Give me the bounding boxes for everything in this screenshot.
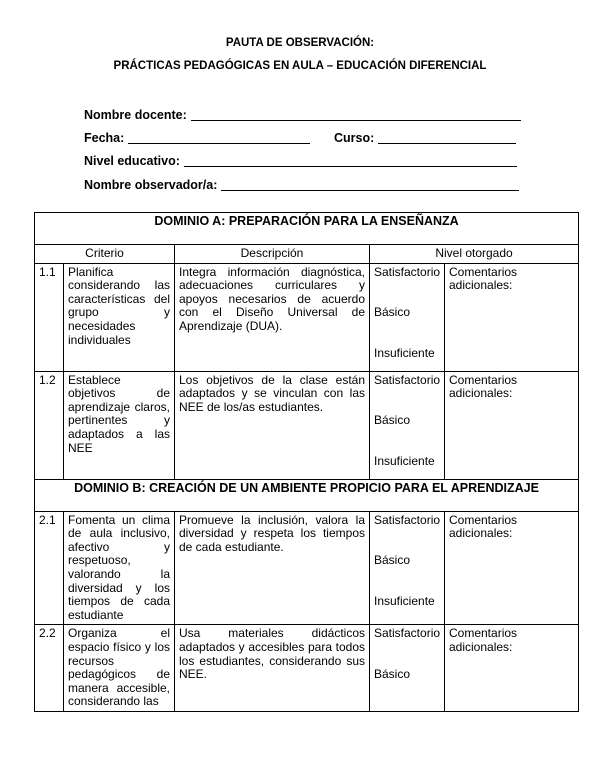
level-insuficiente[interactable]: Insuficiente: [374, 593, 435, 608]
row-number: 1.1: [35, 263, 64, 371]
domain-b-heading: DOMINIO B: CREACIÓN DE UN AMBIENTE PROPICIO PARA EL APRENDIZAJE: [35, 479, 579, 511]
criterio-cell: Organiza el espacio físico y los recursos pedagógicos de manera accesible, considerando las: [64, 625, 175, 712]
level-satisfactorio[interactable]: Satisfactorio: [374, 512, 441, 527]
nivel-field: [84, 154, 517, 168]
table-row: [35, 625, 579, 712]
nivel-label: Nivel educativo:: [84, 154, 180, 168]
document-title: PAUTA DE OBSERVACIÓN:: [225, 37, 375, 49]
observation-table: [34, 212, 579, 712]
level-options: [370, 371, 445, 479]
level-basico[interactable]: Básico: [374, 666, 411, 681]
fecha-field: [84, 131, 310, 145]
criterio-cell: Fomenta un clima de aula inclusivo, afectivo y respetuoso, valorando la diversidad y los tiempos de cada estudiante: [64, 511, 175, 625]
descripcion-cell: Los objetivos de la clase están adaptados y se vinculan con las NEE de los/as estudiantes.: [175, 371, 370, 479]
level-insuficiente[interactable]: Insuficiente: [374, 345, 435, 360]
table-row: [35, 263, 579, 371]
descripcion-header: Descripción: [175, 245, 370, 264]
descripcion-cell: Usa materiales didácticos adaptados y accesibles para todos los estudiantes, considerando sus NEE.: [175, 625, 370, 712]
table-row: [35, 511, 579, 625]
row-number: 2.2: [35, 625, 64, 712]
level-options: [370, 263, 445, 371]
curso-line[interactable]: [378, 142, 516, 144]
observador-label: Nombre observador/a:: [84, 178, 218, 192]
criterio-cell: Establece objetivos de aprendizaje claros, pertinentes y adaptados a las NEE: [64, 371, 175, 479]
docente-line[interactable]: [191, 119, 521, 121]
level-basico[interactable]: Básico: [374, 553, 411, 568]
level-satisfactorio[interactable]: Satisfactorio: [374, 372, 441, 387]
descripcion-cell: Integra información diagnóstica, adecuaciones curriculares y apoyos necesarios de acuerdo con el Diseño Universal de Aprendizaje (DUA).: [175, 263, 370, 371]
docente-field: [84, 108, 521, 122]
comments-cell[interactable]: Comentarios adicionales:: [445, 625, 579, 712]
comments-cell[interactable]: Comentarios adicionales:: [445, 511, 579, 625]
nivel-line[interactable]: [184, 165, 517, 167]
row-number: 1.2: [35, 371, 64, 479]
row-number: 2.1: [35, 511, 64, 625]
level-options: [370, 511, 445, 625]
column-header-row: [35, 245, 579, 264]
table-row: [35, 371, 579, 479]
level-satisfactorio[interactable]: Satisfactorio: [374, 264, 441, 279]
fecha-line[interactable]: [128, 142, 310, 144]
comments-cell[interactable]: Comentarios adicionales:: [445, 371, 579, 479]
comments-cell[interactable]: Comentarios adicionales:: [445, 263, 579, 371]
level-basico[interactable]: Básico: [374, 305, 411, 320]
level-basico[interactable]: Básico: [374, 413, 411, 428]
curso-field: [334, 131, 516, 145]
docente-label: Nombre docente:: [84, 108, 187, 122]
level-satisfactorio[interactable]: Satisfactorio: [374, 626, 441, 641]
observador-field: [84, 178, 519, 192]
document-subtitle: PRÁCTICAS PEDAGÓGICAS EN AULA – EDUCACIÓN DIFERENCIAL: [113, 60, 487, 72]
criterio-header: Criterio: [35, 245, 175, 264]
criterio-cell: Planifica considerando las características del grupo y necesidades individuales: [64, 263, 175, 371]
descripcion-cell: Promueve la inclusión, valora la diversidad y respeta los tiempos de cada estudiante.: [175, 511, 370, 625]
curso-label: Curso:: [334, 131, 375, 145]
level-options: [370, 625, 445, 712]
fecha-label: Fecha:: [84, 131, 125, 145]
level-insuficiente[interactable]: Insuficiente: [374, 453, 435, 468]
domain-a-heading: DOMINIO A: PREPARACIÓN PARA LA ENSEÑANZA: [35, 213, 579, 245]
nivel-header: Nivel otorgado: [370, 245, 579, 264]
observador-line[interactable]: [221, 189, 519, 191]
